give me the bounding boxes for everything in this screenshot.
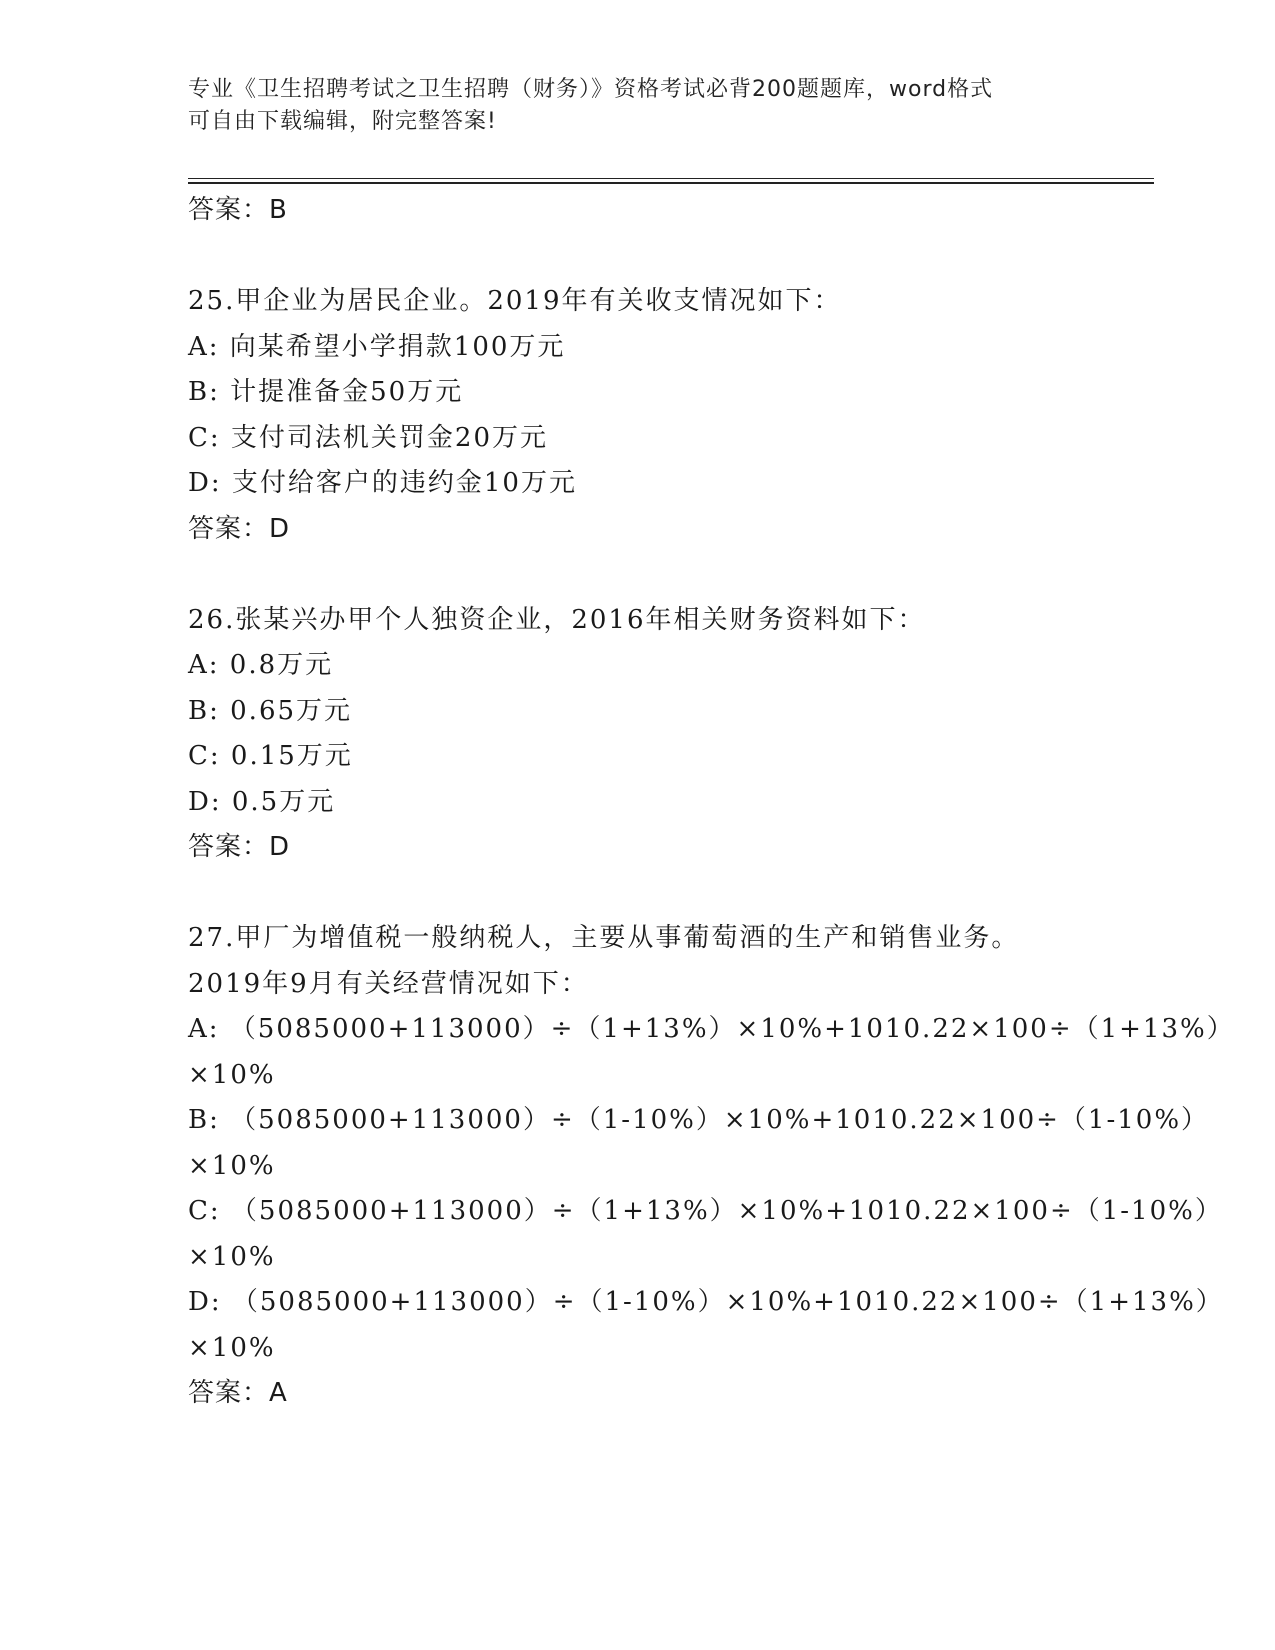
header-rule-thick (188, 182, 1154, 184)
option-b: B: （5085000+113000）÷（1-10%）×10%+1010.22×100÷（1-10%） (188, 1105, 1210, 1135)
question-stem: 26.张某兴办甲个人独资企业，2016年相关财务资料如下： (188, 604, 926, 635)
question-answer: 答案：D (188, 832, 291, 862)
option-a-cont: ×10% (188, 1059, 276, 1090)
spacer (188, 552, 1128, 598)
option-d: D: （5085000+113000）÷（1-10%）×10%+1010.22×100÷（1+13%） (188, 1287, 1224, 1317)
question-25 (188, 279, 1128, 552)
previous-answer: 答案：B (188, 195, 288, 225)
header-line-1: 专业《卫生招聘考试之卫生招聘（财务）》资格考试必背200题题库，word格式 (188, 77, 994, 102)
questions-body (188, 188, 1235, 1417)
option-a: A: （5085000+113000）÷（1+13%）×10%+1010.22×100÷（1+13%） (188, 1014, 1235, 1044)
option-a: A: 0.8万元 (188, 650, 334, 680)
question-26 (188, 598, 1128, 871)
question-stem: 27.甲厂为增值税一般纳税人，主要从事葡萄酒的生产和销售业务。 (188, 923, 1020, 953)
header-line-2: 可自由下载编辑，附完整答案! (188, 109, 497, 134)
option-a: A: 向某希望小学捐款100万元 (188, 331, 566, 362)
page-header (188, 74, 1088, 138)
header-rule-thin (188, 178, 1154, 179)
option-d-cont: ×10% (188, 1332, 276, 1363)
option-c: C: 支付司法机关罚金20万元 (188, 422, 549, 453)
option-c: C: 0.15万元 (188, 741, 353, 771)
option-b: B: 0.65万元 (188, 695, 353, 726)
question-stem-cont: 2019年9月有关经营情况如下： (188, 968, 589, 999)
option-b-cont: ×10% (188, 1150, 276, 1181)
option-c: C: （5085000+113000）÷（1+13%）×10%+1010.22×100÷（1-10%） (188, 1196, 1223, 1226)
question-answer: 答案：A (188, 1378, 288, 1408)
question-27 (188, 916, 1235, 1417)
option-c-cont: ×10% (188, 1241, 276, 1272)
question-answer: 答案：D (188, 513, 291, 544)
spacer (188, 871, 1128, 917)
question-stem: 25.甲企业为居民企业。2019年有关收支情况如下： (188, 286, 842, 316)
option-b: B: 计提准备金50万元 (188, 377, 464, 407)
option-d: D: 支付给客户的违约金10万元 (188, 468, 577, 498)
option-d: D: 0.5万元 (188, 786, 336, 817)
spacer (188, 234, 1128, 280)
